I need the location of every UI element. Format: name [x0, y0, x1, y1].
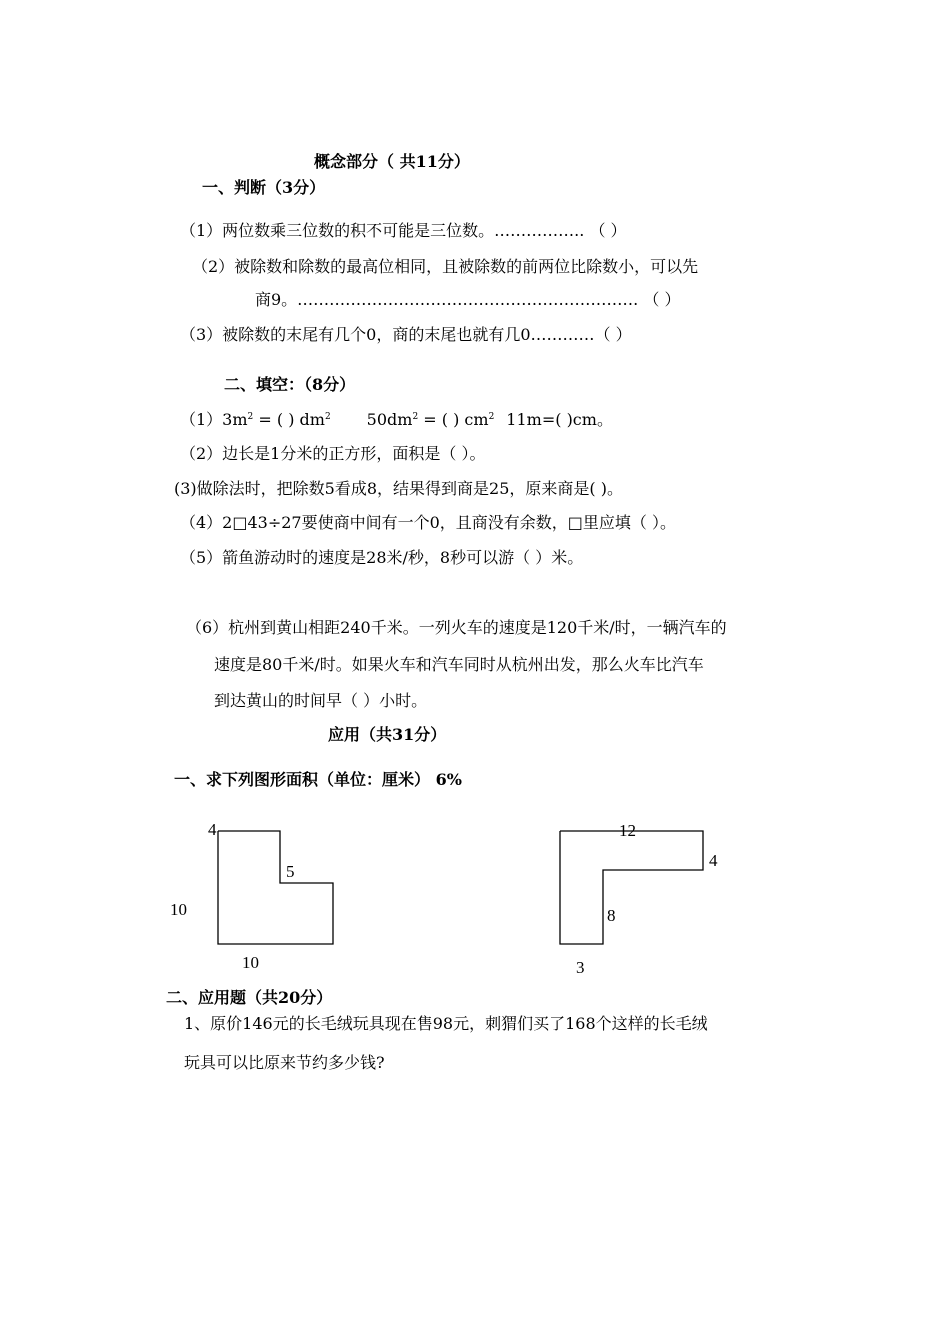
- area-heading: 一、求下列图形面积（单位：厘米） 6%: [174, 770, 462, 789]
- fill-item-6-cont-2: 到达黄山的时间早（ ）小时。: [214, 691, 428, 710]
- figure-1-label-top: 4: [208, 820, 217, 839]
- figure-2-outline: [560, 831, 703, 944]
- figure-2: [560, 821, 718, 977]
- judge-heading: 一、判断（3分）: [202, 178, 326, 197]
- fill-item-1-exp4: 2: [488, 412, 495, 422]
- fill-item-1-d: = ( ) cm: [418, 410, 489, 429]
- fill-item-6-cont-1: 速度是80千米/时。如果火车和汽车同时从杭州出发，那么火车比汽车: [214, 655, 704, 674]
- fill-heading: 二、填空：（8分）: [224, 375, 356, 394]
- fill-item-1-c: 50dm: [366, 410, 413, 429]
- fill-item-1-e: 11m=( )cm。: [506, 410, 613, 429]
- fill-item-1-a: （1）3m: [180, 410, 248, 429]
- fill-item-1-b: = ( ) dm: [253, 410, 325, 429]
- figure-1: [170, 820, 333, 972]
- figure-2-label-bottom: 3: [576, 958, 585, 977]
- figure-1-outline: [218, 831, 333, 944]
- figure-2-label-right: 4: [709, 851, 718, 870]
- figure-2-label-top: 12: [619, 821, 636, 840]
- fill-item-2: （2）边长是1分米的正方形，面积是（ ）。: [180, 444, 486, 463]
- figure-1-label-bottom: 10: [242, 953, 259, 972]
- fill-item-5: （5）箭鱼游动时的速度是28米/秒，8秒可以游（ ）米。: [180, 548, 584, 567]
- figure-1-label-left: 10: [170, 900, 187, 919]
- application-title: 应用（共31分）: [328, 725, 447, 744]
- fill-item-3: (3)做除法时，把除数5看成8，结果得到商是25，原来商是( )。: [174, 479, 623, 498]
- concept-title: 概念部分（ 共11分）: [314, 152, 470, 171]
- judge-item-1: （1）两位数乘三位数的积不可能是三位数。…………….. （ ）: [180, 221, 627, 240]
- fill-item-4: （4）2□43÷27要使商中间有一个0，且商没有余数，□里应填（ ）。: [180, 513, 676, 532]
- judge-item-2: （2）被除数和除数的最高位相同，且被除数的前两位比除数小，可以先: [192, 257, 699, 276]
- fill-item-6: （6）杭州到黄山相距240千米。一列火车的速度是120千米/时，一辆汽车的: [186, 618, 727, 637]
- fill-item-1-exp2: 2: [324, 412, 331, 422]
- judge-item-2-cont: 商9。………………………………………………………. （ ）: [255, 290, 681, 309]
- problem-1: 1、原价146元的长毛绒玩具现在售98元，刺猬们买了168个这样的长毛绒: [184, 1014, 708, 1033]
- problem-1-cont: 玩具可以比原来节约多少钱?: [184, 1053, 385, 1072]
- figure-2-label-inner: 8: [607, 906, 616, 925]
- fill-item-1-exp3: 2: [412, 412, 419, 422]
- figure-1-label-step: 5: [286, 862, 295, 881]
- fill-item-1-exp1: 2: [247, 412, 254, 422]
- problems-heading: 二、应用题（共20分）: [166, 988, 333, 1007]
- judge-item-3: （3）被除数的末尾有几个0，商的末尾也就有几0…………（ ）: [180, 325, 632, 344]
